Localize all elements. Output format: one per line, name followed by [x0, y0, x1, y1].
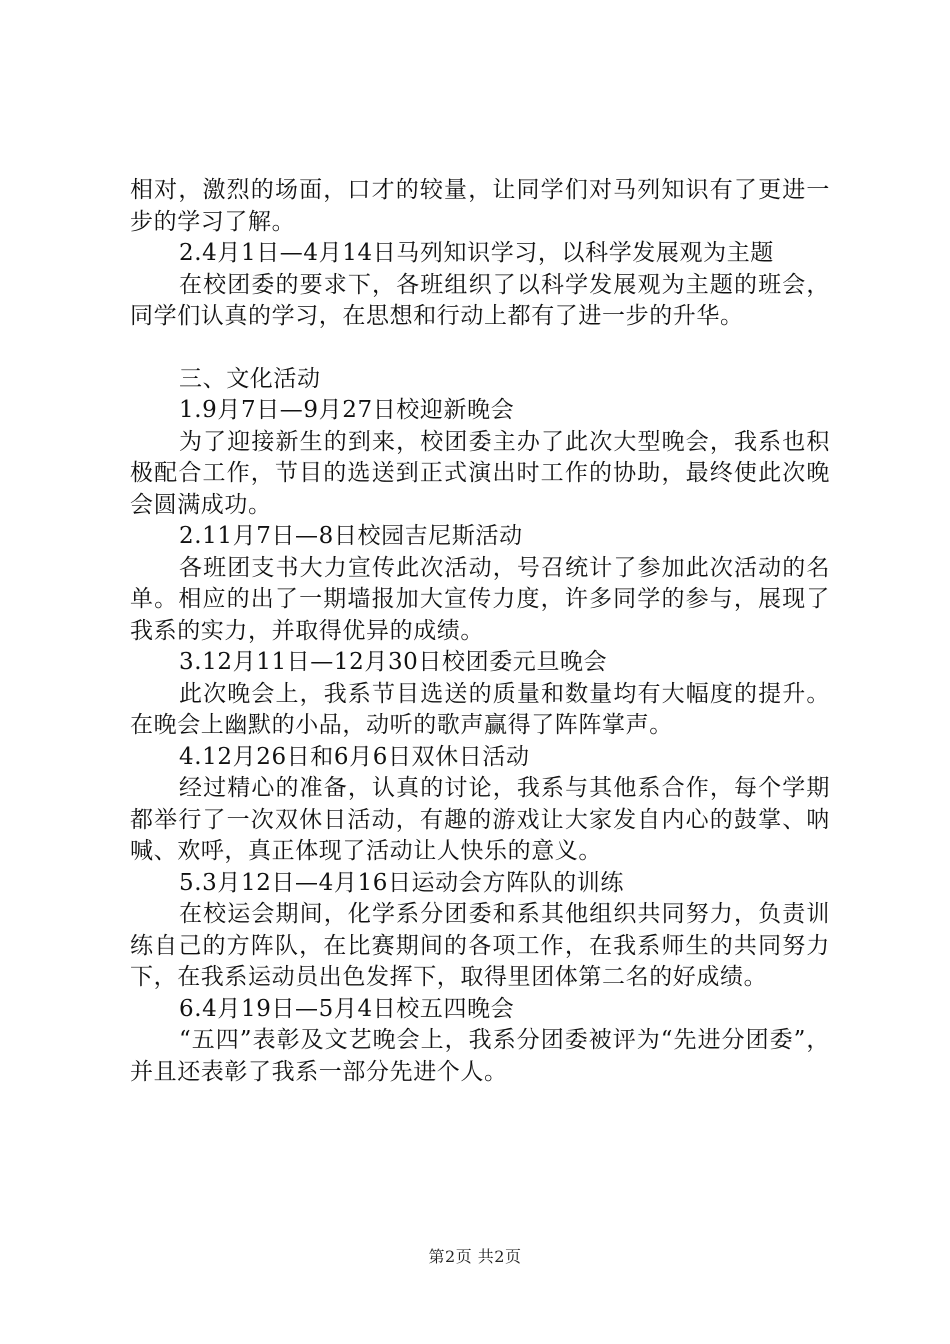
paragraph: “五四”表彰及文艺晚会上，我系分团委被评为“先进分团委”，并且还表彰了我系一部分先进个人。 — [130, 1027, 830, 1085]
item-heading: 4.12月26日和6月6日双休日活动 — [179, 743, 530, 770]
item-heading: 5.3月12日—4月16日运动会方阵队的训练 — [179, 869, 624, 896]
item-heading: 6.4月19日—5月4日校五四晚会 — [179, 995, 515, 1022]
item-heading: 2.11月7日—8日校园吉尼斯活动 — [179, 523, 523, 549]
item-heading: 3.12月11日—12月30日校团委元旦晚会 — [179, 649, 608, 675]
paragraph: 此次晚会上，我系节目选送的质量和数量均有大幅度的提升。在晚会上幽默的小品，动听的歌声赢得了阵阵掌声。 — [130, 680, 830, 738]
item-heading: 2.4月1日—4月14日马列知识学习，以科学发展观为主题 — [179, 240, 774, 266]
page-number-footer: 第2页 共2页 — [428, 1247, 522, 1266]
paragraph: 经过精心的准备，认真的讨论，我系与其他系合作，每个学期都举行了一次双休日活动，有趣的游戏让大家发自内心的鼓掌、呐喊、欢呼，真正体现了活动让人快乐的意义。 — [130, 775, 830, 864]
item-heading: 1.9月7日—9月27日校迎新晚会 — [179, 397, 515, 423]
section-heading: 三、文化活动 — [179, 365, 321, 392]
paragraph: 各班团支书大力宣传此次活动，号召统计了参加此次活动的名单。相应的出了一期墙报加大宣传力度，许多同学的参与，展现了我系的实力，并取得优异的成绩。 — [130, 554, 830, 644]
paragraph: 在校运会期间，化学系分团委和系其他组织共同努力，负责训练自己的方阵队，在比赛期间的各项工作，在我系师生的共同努力下，在我系运动员出色发挥下，取得里团体第二名的好成绩。 — [130, 901, 830, 990]
paragraph-continuation: 相对，激烈的场面，口才的较量，让同学们对马列知识有了更进一步的学习了解。 — [130, 177, 830, 235]
paragraph: 在校团委的要求下，各班组织了以科学发展观为主题的班会，同学们认真的学习，在思想和行动上都有了进一步的升华。 — [130, 271, 830, 329]
paragraph: 为了迎接新生的到来，校团委主办了此次大型晚会，我系也积极配合工作，节目的选送到正式演出时工作的协助，最终使此次晚会圆满成功。 — [130, 428, 830, 518]
document-body — [130, 175, 830, 1088]
